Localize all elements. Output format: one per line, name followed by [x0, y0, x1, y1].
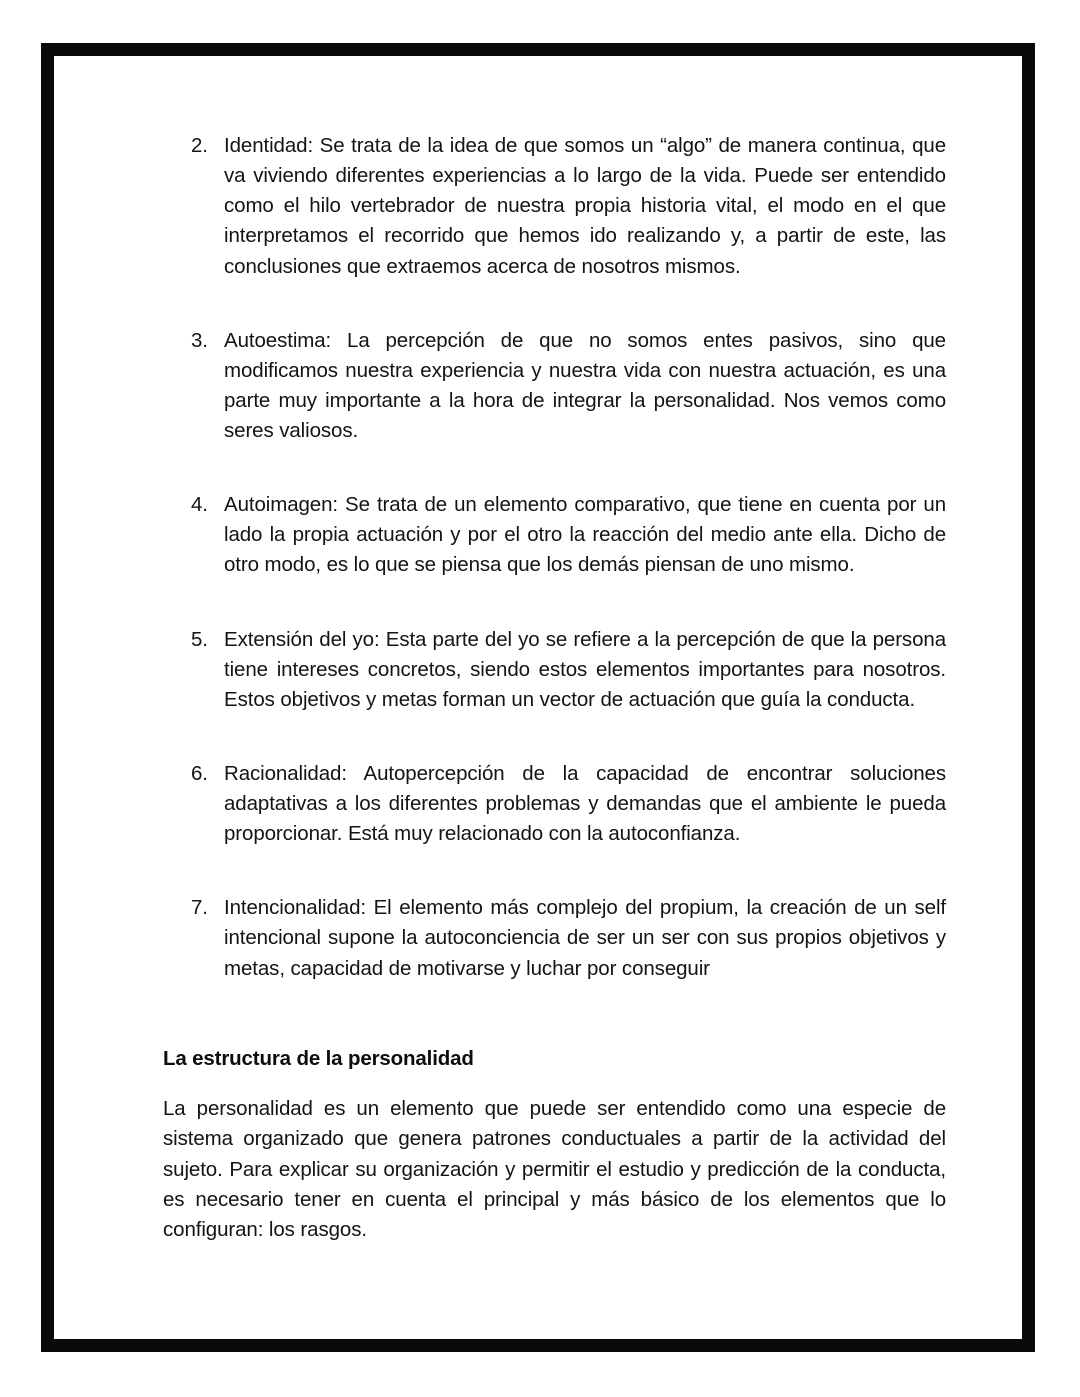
list-item-marker: 6. [191, 761, 208, 785]
list-item [163, 490, 946, 580]
numbered-list [163, 131, 946, 984]
document-page-frame [41, 43, 1035, 1352]
list-item [163, 625, 946, 715]
list-item-text: Racionalidad: Autopercepción de la capacidad de encontrar soluciones adaptativas a los diferentes problemas y demandas que el ambiente le pueda proporcionar. Está muy relacionado con la autoconfianza. [224, 761, 946, 846]
document-body [163, 131, 946, 1245]
list-item-text: Identidad: Se trata de la idea de que somos un “algo” de manera continua, que va viviendo diferentes experiencias a lo largo de la vida. Puede ser entendido como el hilo vertebrador de nuestra propia historia vital, el modo en el que interpretamos el recorrido que hemos ido realizando y, a partir de este, las conclusiones que extraemos acerca de nosotros mismos. [224, 134, 946, 278]
section-heading: La estructura de la personalidad [163, 1046, 474, 1070]
section-paragraph: La personalidad es un elemento que puede ser entendido como una especie de sistema organizado que genera patrones conductuales a partir de la actividad del sujeto. Para explicar su organización y permitir el estudio y predicción de la conducta, es necesario tener en cuenta el principal y más básico de los elementos que lo configuran: los rasgos. [163, 1097, 946, 1241]
list-item [163, 326, 946, 447]
list-item-text: Intencionalidad: El elemento más complejo del propium, la creación de un self intencional supone la autoconciencia de ser un ser con sus propios objetivos y metas, capacidad de motivarse y luchar por conseguir [224, 896, 946, 980]
list-item-text: Autoimagen: Se trata de un elemento comparativo, que tiene en cuenta por un lado la propia actuación y por el otro la reacción del medio ante ella. Dicho de otro modo, es lo que se piensa que los demás piensan de uno mismo. [224, 493, 946, 577]
list-item-marker: 2. [191, 134, 208, 157]
list-item [163, 131, 946, 282]
list-item [163, 893, 946, 983]
list-item-text: Extensión del yo: Esta parte del yo se refiere a la percepción de que la persona tiene intereses concretos, siendo estos elementos importantes para nosotros. Estos objetivos y metas forman un vector de actuación que guía la conducta. [224, 627, 946, 711]
list-item-text: Autoestima: La percepción de que no somos entes pasivos, sino que modificamos nuestra experiencia y nuestra vida con nuestra actuación, es una parte muy importante a la hora de integrar la personalidad. Nos vemos como seres valiosos. [224, 328, 946, 442]
list-item-marker: 7. [191, 896, 208, 920]
list-item-marker: 5. [191, 627, 208, 651]
list-item-marker: 3. [191, 328, 208, 352]
list-item-marker: 4. [191, 493, 208, 517]
list-item [163, 759, 946, 849]
